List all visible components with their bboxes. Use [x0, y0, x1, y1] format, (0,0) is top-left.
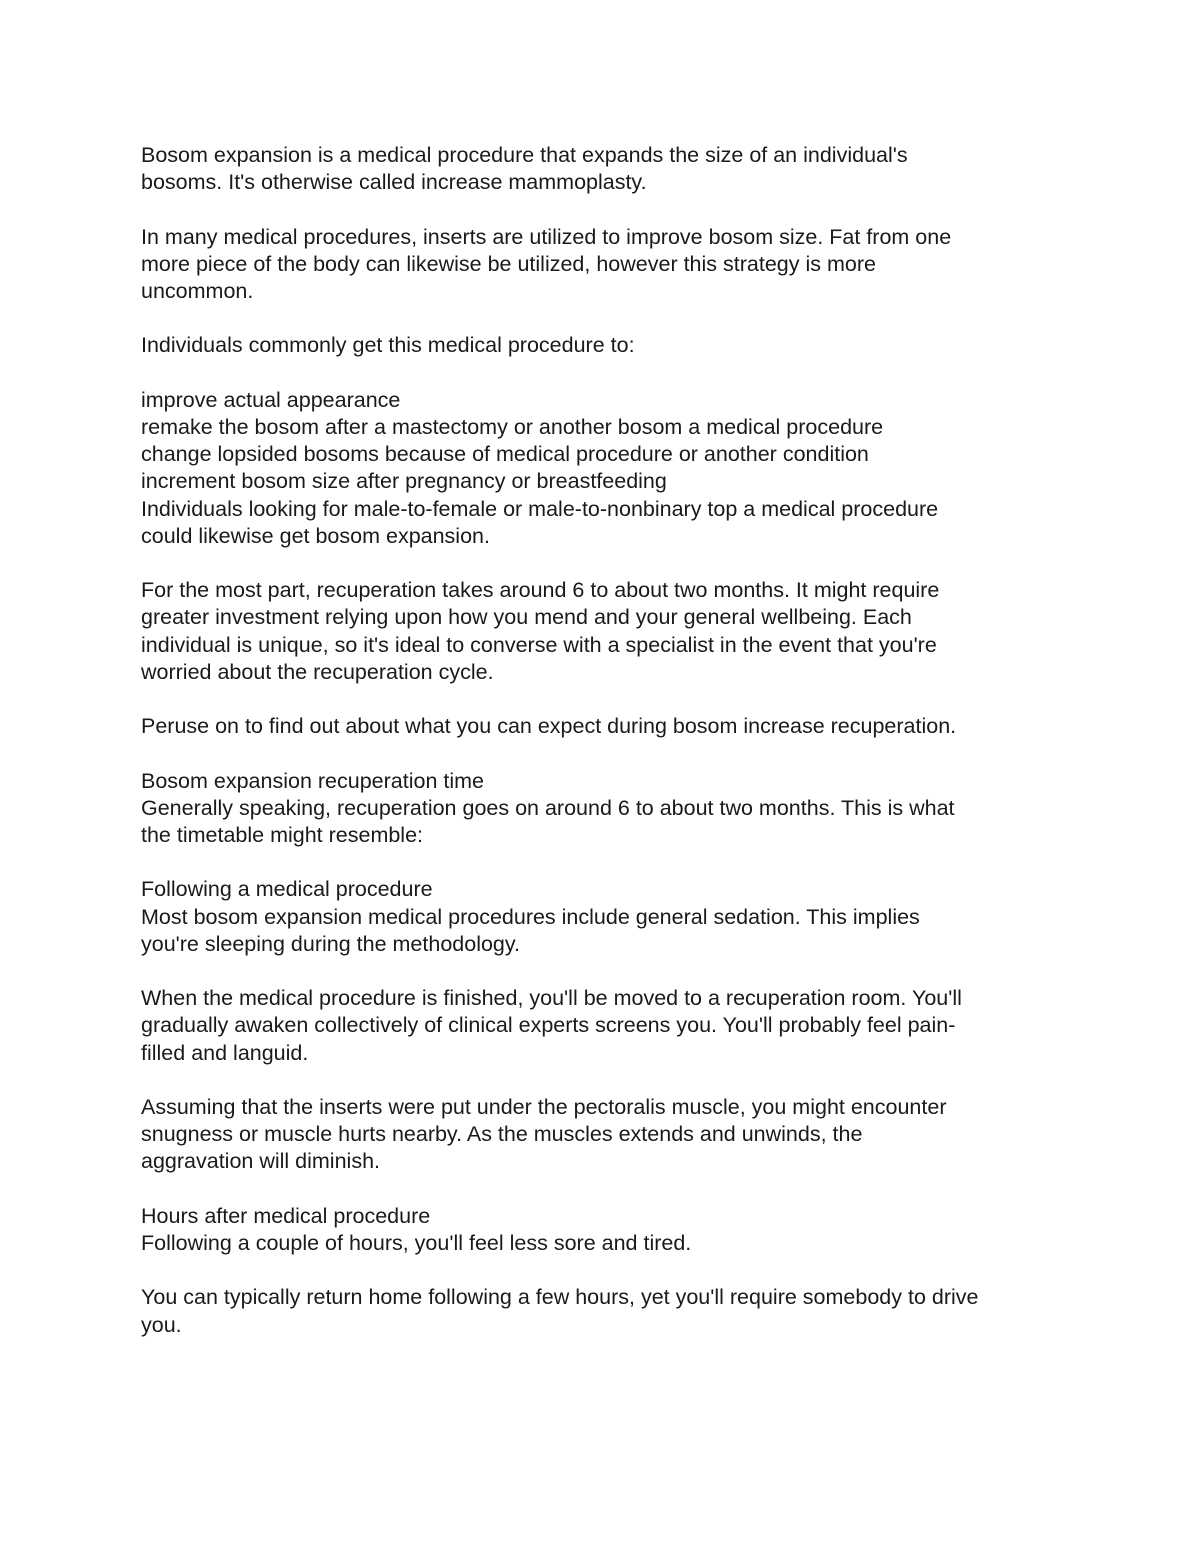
- text-line: Generally speaking, recuperation goes on around 6 to about two months. This is what: [141, 795, 955, 820]
- text-line: For the most part, recuperation takes around 6 to about two months. It might require: [141, 578, 940, 603]
- text-line: Peruse on to find out about what you can expect during bosom increase recuperation.: [141, 714, 957, 739]
- section-heading: Bosom expansion recuperation time: [141, 768, 484, 793]
- text-line: worried about the recuperation cycle.: [141, 659, 494, 684]
- text-line: Assuming that the inserts were put under the pectoralis muscle, you might encounter: [141, 1094, 947, 1119]
- section-heading: Following a medical procedure: [141, 877, 433, 902]
- text-line: more piece of the body can likewise be utilized, however this strategy is more: [141, 251, 876, 276]
- paragraph: [141, 713, 1071, 740]
- paragraph: [141, 1094, 1071, 1176]
- text-line: could likewise get bosom expansion.: [141, 523, 490, 548]
- text-line: you.: [141, 1312, 182, 1337]
- paragraph: [141, 577, 1071, 686]
- document-body: [141, 142, 1071, 1366]
- text-line: Individuals commonly get this medical procedure to:: [141, 333, 635, 358]
- text-line: you're sleeping during the methodology.: [141, 931, 521, 956]
- text-line: You can typically return home following a few hours, yet you'll require somebody to drive: [141, 1285, 979, 1310]
- list-item: remake the bosom after a mastectomy or another bosom a medical procedure: [141, 414, 884, 439]
- text-line: aggravation will diminish.: [141, 1149, 380, 1174]
- paragraph: [141, 142, 1071, 196]
- paragraph: [141, 224, 1071, 306]
- paragraph: [141, 332, 1071, 359]
- text-line: the timetable might resemble:: [141, 822, 424, 847]
- section-following-procedure: [141, 876, 1071, 958]
- text-line: bosoms. It's otherwise called increase mammoplasty.: [141, 170, 647, 195]
- list-item: increment bosom size after pregnancy or breastfeeding: [141, 469, 667, 494]
- text-line: Most bosom expansion medical procedures include general sedation. This implies: [141, 904, 920, 929]
- reasons-list: [141, 387, 1071, 550]
- text-line: When the medical procedure is finished, you'll be moved to a recuperation room. You'll: [141, 986, 962, 1011]
- paragraph: [141, 1284, 1071, 1338]
- list-item: change lopsided bosoms because of medical procedure or another condition: [141, 442, 869, 467]
- text-line: Individuals looking for male-to-female or male-to-nonbinary top a medical procedure: [141, 496, 939, 521]
- text-line: filled and languid.: [141, 1040, 309, 1065]
- text-line: Following a couple of hours, you'll feel less sore and tired.: [141, 1230, 692, 1255]
- text-line: gradually awaken collectively of clinical experts screens you. You'll probably feel pain-: [141, 1013, 956, 1038]
- section-recuperation-time: [141, 768, 1071, 850]
- section-hours-after: [141, 1203, 1071, 1257]
- list-item: improve actual appearance: [141, 387, 401, 412]
- text-line: snugness or muscle hurts nearby. As the muscles extends and unwinds, the: [141, 1122, 863, 1147]
- text-line: In many medical procedures, inserts are utilized to improve bosom size. Fat from one: [141, 224, 952, 249]
- paragraph: [141, 985, 1071, 1067]
- text-line: Bosom expansion is a medical procedure that expands the size of an individual's: [141, 143, 908, 167]
- text-line: greater investment relying upon how you mend and your general wellbeing. Each: [141, 605, 912, 630]
- section-heading: Hours after medical procedure: [141, 1203, 431, 1228]
- text-line: uncommon.: [141, 279, 254, 303]
- text-line: individual is unique, so it's ideal to converse with a specialist in the event that you're: [141, 632, 937, 657]
